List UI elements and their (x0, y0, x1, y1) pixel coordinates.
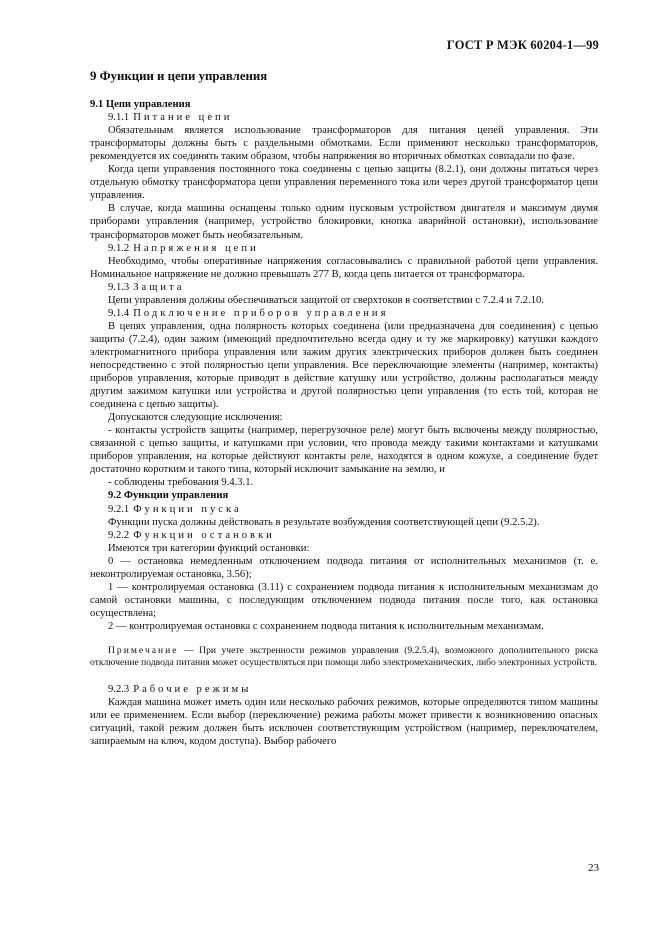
clause-number: 9.1.3 (108, 281, 130, 293)
paragraph: Допускаются следующие исключения: (108, 412, 283, 424)
paragraph: Имеются три категории функций остановки: (108, 542, 310, 554)
paragraph: Когда цепи управления постоянного тока соединены с цепью защиты (8.2.1), они должны питаться через отдельную обмотку трансформатора цепи управления переменного тока или через другой трансформатор цепи управления. (90, 164, 598, 202)
clause-number: 9.2.2 (108, 529, 130, 541)
clause-9-1-2-heading (90, 242, 598, 255)
standard-header: ГОСТ Р МЭК 60204-1—99 (446, 38, 599, 52)
clause-title: Подключение приборов управления (133, 307, 389, 319)
clause-9-1-4-heading (90, 307, 598, 320)
clause-title: Рабочие режимы (133, 683, 252, 695)
clause-title: Питание цепи (133, 112, 233, 124)
note-text: — При учете экстренности режимов управления (9.2.5.4), возможного дополнительного риска отключение подвода питания может осуществляться при помощи либо электромеханических, либо электронных устройств. (90, 644, 598, 668)
page-number: 23 (588, 862, 599, 874)
list-item: - контакты устройств защиты (например, перегрузочное реле) могут быть включены между полярностью, связанной с цепью защиты, и катушками при условии, что провода между такими контактами и катушками приборов управления, на которые действуют контакты реле, находятся в одном кожухе, а соединение будет достаточно коротким и такого типа, который исключит замыкание на землю, и (90, 425, 598, 476)
list-item: 1 — контролируемая остановка (3.11) с сохранением подвода питания к исполнительным механизмам до самой остановки машины, с последующим отключением подвода питания после того, как остановка осуществлена; (90, 581, 598, 619)
clause-number: 9.2.3 (108, 683, 130, 695)
section-title: 9 Функции и цепи управления (90, 69, 268, 83)
clause-9-2-2-heading (90, 529, 598, 542)
clause-9-1-3-heading (90, 281, 598, 294)
clause-number: 9.1.2 (108, 242, 130, 254)
list-item: - соблюдены требования 9.4.3.1. (108, 477, 254, 489)
clause-number: 9.1.1 (108, 112, 130, 124)
list-item: 0 — остановка немедленным отключением подвода питания от исполнительных механизмов (т. е. неконтролируемая остановка, 3.56); (90, 555, 598, 580)
paragraph: Функции пуска должны действовать в результате возбуждения соответствующей цепи (9.2.5.2). (108, 516, 540, 528)
paragraph: Обязательным является использование трансформаторов для питания цепей управления. Эти трансформаторы должны быть с раздельными обмотками. Если применяют несколько трансформаторов, рекомендуется их соединять таким образом, чтобы напряжения во вторичных обмотках совпадали по фазе. (90, 125, 598, 163)
clause-9-1-1-heading (90, 111, 598, 124)
clause-number: 9.2.1 (108, 503, 130, 515)
clause-title: Функции остановки (133, 529, 275, 541)
clause-9-2-3-heading (90, 683, 598, 696)
paragraph: В цепях управления, одна полярность которых соединена (или предназначена для соединения) с цепью защиты (7.2.4), один зажим (имеющий предпочтительно всегда одну и ту же маркировку) катушки каждого электромагнитного прибора управления или зажим других электрических приборов должен быть соединен непосредственно с этой полярностью цепи управления. Все переключающие элементы (например, контакты) приборов управления, которые приводят в действие катушку или устройство, должны располагаться между другим зажимом катушки или устройства и другой полярностью цепи управления (то есть той, которая не соединена с цепью защиты). (90, 320, 598, 411)
page-content (90, 66, 598, 748)
subsection-9-2-title: 9.2 Функции управления (108, 490, 229, 502)
clause-number: 9.1.4 (108, 307, 130, 319)
paragraph: Необходимо, чтобы оперативные напряжения согласовывались с правильной работой цепи управления. Номинальное напряжение не должно превышать 277 В, когда цепь питается от трансформатора. (90, 255, 598, 280)
paragraph: В случае, когда машины оснащены только одним пусковым устройством двигателя и максимум двумя приборами управления (например, устройство блокировки, кнопка аварийной остановки), использование трансформаторов может быть необязательным. (90, 203, 598, 241)
clause-title: Функции пуска (133, 503, 242, 515)
clause-9-2-1-heading (90, 503, 598, 516)
paragraph: Каждая машина может иметь один или несколько рабочих режимов, которые определяются типом машины или ее применением. Если выбор (переключение) режима работы может привести к возникновению опасных ситуаций, такой режим должен быть исключен соответствующим устройством (например, переключателем, запираемым на ключ, кодом доступа). Выбор рабочего (90, 697, 598, 748)
note-label: Примечание (108, 644, 179, 656)
clause-title: Защита (133, 281, 185, 293)
clause-title: Напряжения цепи (133, 242, 259, 254)
list-item: 2 — контролируемая остановка с сохранением подвода питания к исполнительным механизмам. (108, 620, 544, 632)
note (90, 645, 598, 669)
subsection-9-1-title: 9.1 Цепи управления (90, 99, 191, 111)
paragraph: Цепи управления должны обеспечиваться защитой от сверхтоков в соответствии с 7.2.4 и 7.2.10. (108, 294, 544, 306)
